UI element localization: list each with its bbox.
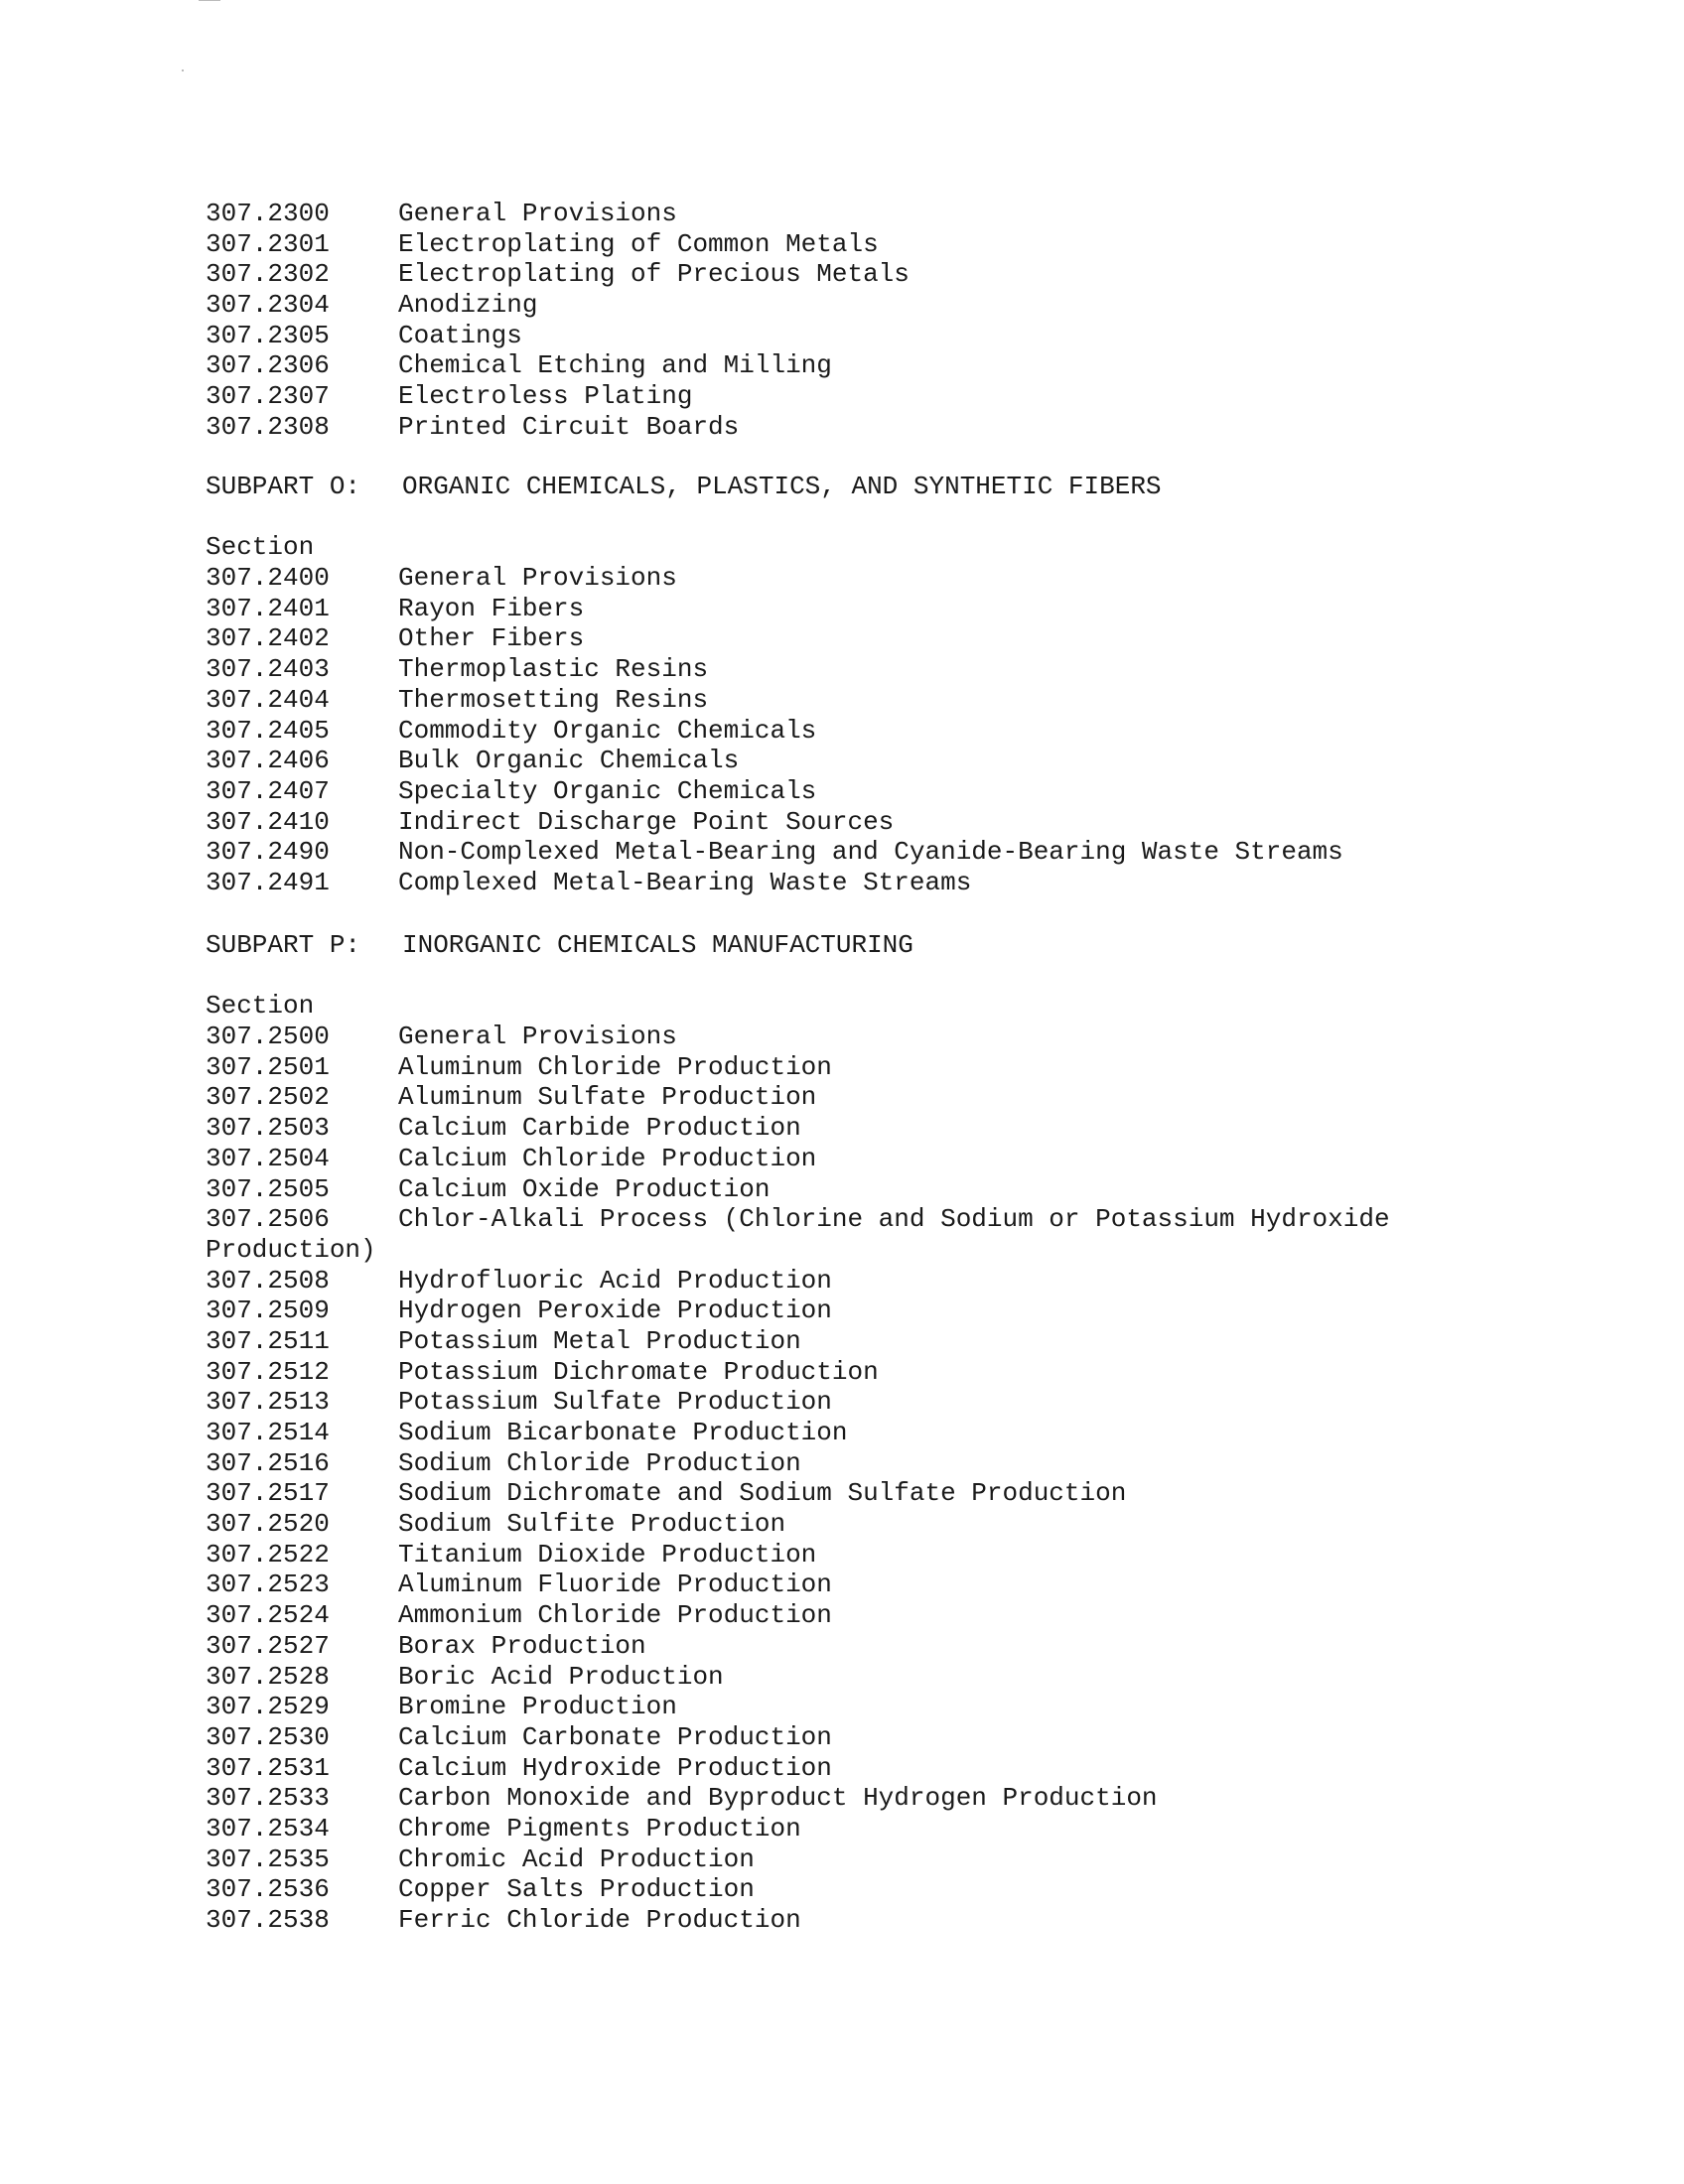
section-title: General Provisions xyxy=(398,563,677,594)
subpart-title: INORGANIC CHEMICALS MANUFACTURING xyxy=(402,930,913,960)
scan-speck xyxy=(182,69,184,71)
section-entry xyxy=(206,1874,1576,1905)
section-title: Calcium Chloride Production xyxy=(398,1143,817,1173)
section-title: Sodium Dichromate and Sodium Sulfate Production xyxy=(398,1478,1127,1509)
section-entry xyxy=(206,1022,1576,1052)
section-entry xyxy=(206,1174,1576,1205)
section-number: 307.2517 xyxy=(206,1478,330,1509)
section-title: Calcium Oxide Production xyxy=(398,1173,771,1204)
section-entry xyxy=(206,1387,1576,1418)
section-number: 307.2302 xyxy=(206,259,330,290)
section-number: 307.2304 xyxy=(206,290,330,321)
section-title-continuation-row xyxy=(206,1235,1576,1266)
section-entry xyxy=(206,1692,1576,1722)
section-title: Calcium Hydroxide Production xyxy=(398,1752,832,1783)
section-number: 307.2301 xyxy=(206,228,330,259)
subpart-block xyxy=(206,472,1576,898)
section-number: 307.2536 xyxy=(206,1874,330,1905)
section-title: Non-Complexed Metal-Bearing and Cyanide-Bearing Waste Streams xyxy=(398,837,1343,868)
section-entry xyxy=(206,1814,1576,1844)
section-entry xyxy=(206,290,1576,321)
section-title: Chromic Acid Production xyxy=(398,1843,755,1874)
section-title: Hydrofluoric Acid Production xyxy=(398,1265,832,1296)
section-number: 307.2308 xyxy=(206,411,330,442)
section-number: 307.2533 xyxy=(206,1783,330,1814)
section-entry xyxy=(206,350,1576,381)
subpart-heading xyxy=(206,930,1576,961)
section-title: Complexed Metal-Bearing Waste Streams xyxy=(398,867,972,897)
section-title-continuation: Production) xyxy=(206,1234,376,1265)
section-number: 307.2403 xyxy=(206,654,330,685)
section-title: Borax Production xyxy=(398,1630,646,1661)
section-number: 307.2522 xyxy=(206,1539,330,1570)
section-entry xyxy=(206,259,1576,290)
section-number: 307.2502 xyxy=(206,1082,330,1113)
section-number: 307.2401 xyxy=(206,593,330,623)
section-number: 307.2405 xyxy=(206,715,330,746)
section-title: Other Fibers xyxy=(398,623,585,654)
section-number: 307.2538 xyxy=(206,1905,330,1935)
section-number: 307.2513 xyxy=(206,1387,330,1418)
section-number: 307.2506 xyxy=(206,1204,330,1235)
section-number: 307.2307 xyxy=(206,381,330,412)
section-title: Coatings xyxy=(398,320,522,350)
section-title: Thermosetting Resins xyxy=(398,684,709,715)
section-entry xyxy=(206,1448,1576,1479)
section-title: Commodity Organic Chemicals xyxy=(398,715,817,746)
section-entry xyxy=(206,1662,1576,1693)
section-entry xyxy=(206,1326,1576,1357)
section-entry xyxy=(206,199,1576,229)
section-title: Sodium Sulfite Production xyxy=(398,1509,786,1540)
section-entry xyxy=(206,381,1576,412)
section-number: 307.2505 xyxy=(206,1173,330,1204)
section-entry xyxy=(206,229,1576,260)
section-number: 307.2300 xyxy=(206,199,330,228)
section-title: Electroplating of Precious Metals xyxy=(398,259,910,290)
section-entry xyxy=(206,1722,1576,1753)
section-entry xyxy=(206,1082,1576,1113)
section-entry xyxy=(206,1570,1576,1600)
section-number: 307.2514 xyxy=(206,1418,330,1447)
section-entry xyxy=(206,716,1576,747)
section-title: Bromine Production xyxy=(398,1692,677,1722)
section-entry xyxy=(206,1478,1576,1509)
section-title: Ferric Chloride Production xyxy=(398,1905,801,1935)
section-title: Chlor-Alkali Process (Chlorine and Sodium or Potassium Hydroxide xyxy=(398,1204,1390,1235)
section-title: Boric Acid Production xyxy=(398,1661,724,1692)
section-number: 307.2410 xyxy=(206,806,330,837)
blank-line xyxy=(206,502,1576,533)
blank-line xyxy=(206,961,1576,992)
section-title: Titanium Dioxide Production xyxy=(398,1539,817,1570)
section-number: 307.2524 xyxy=(206,1600,330,1631)
section-number: 307.2516 xyxy=(206,1447,330,1478)
section-number: 307.2534 xyxy=(206,1813,330,1843)
section-title: Chemical Etching and Milling xyxy=(398,350,832,381)
section-title: Chrome Pigments Production xyxy=(398,1813,801,1843)
section-entry xyxy=(206,868,1576,898)
section-title: General Provisions xyxy=(398,1022,677,1052)
section-number: 307.2406 xyxy=(206,746,330,776)
section-title: Copper Salts Production xyxy=(398,1874,755,1905)
section-entry xyxy=(206,1600,1576,1631)
section-entry xyxy=(206,1905,1576,1936)
section-number: 307.2305 xyxy=(206,320,330,350)
section-entry xyxy=(206,837,1576,868)
section-title: Calcium Carbide Production xyxy=(398,1113,801,1144)
section-entry xyxy=(206,1540,1576,1570)
section-entry xyxy=(206,594,1576,624)
section-number: 307.2490 xyxy=(206,837,330,868)
subpart-title: ORGANIC CHEMICALS, PLASTICS, AND SYNTHETIC FIBERS xyxy=(402,472,1162,501)
section-title: Sodium Bicarbonate Production xyxy=(398,1418,848,1447)
section-number: 307.2520 xyxy=(206,1509,330,1540)
section-label: Section xyxy=(206,532,315,563)
section-number: 307.2531 xyxy=(206,1752,330,1783)
section-title: Carbon Monoxide and Byproduct Hydrogen Production xyxy=(398,1783,1158,1814)
section-title: Hydrogen Peroxide Production xyxy=(398,1296,832,1326)
section-title: Rayon Fibers xyxy=(398,593,585,623)
section-number: 307.2508 xyxy=(206,1265,330,1296)
section-number: 307.2528 xyxy=(206,1661,330,1692)
section-number: 307.2523 xyxy=(206,1570,330,1600)
section-entry xyxy=(206,1631,1576,1662)
section-title: General Provisions xyxy=(398,199,677,228)
section-entry xyxy=(206,685,1576,716)
section-title: Printed Circuit Boards xyxy=(398,411,740,442)
section-number: 307.2511 xyxy=(206,1325,330,1356)
subpart-heading xyxy=(206,472,1576,502)
section-title: Calcium Carbonate Production xyxy=(398,1721,832,1752)
section-entry xyxy=(206,807,1576,838)
section-entry xyxy=(206,1052,1576,1083)
section-number: 307.2407 xyxy=(206,775,330,806)
subpart-block xyxy=(206,930,1576,1936)
section-number: 307.2530 xyxy=(206,1721,330,1752)
section-number: 307.2501 xyxy=(206,1051,330,1082)
section-entry xyxy=(206,563,1576,594)
section-entry xyxy=(206,1296,1576,1326)
section-title: Potassium Metal Production xyxy=(398,1325,801,1356)
section-number: 307.2500 xyxy=(206,1022,330,1052)
section-entry xyxy=(206,776,1576,807)
section-number: 307.2509 xyxy=(206,1296,330,1326)
section-entry xyxy=(206,1113,1576,1144)
section-number: 307.2512 xyxy=(206,1356,330,1387)
section-label-row xyxy=(206,991,1576,1022)
section-number: 307.2400 xyxy=(206,563,330,594)
subpart-label: SUBPART O: xyxy=(206,472,361,501)
section-title: Aluminum Chloride Production xyxy=(398,1051,832,1082)
section-entry xyxy=(206,321,1576,351)
subpart-continued-block xyxy=(206,199,1576,443)
subpart-label: SUBPART P: xyxy=(206,930,361,960)
section-number: 307.2306 xyxy=(206,350,330,381)
section-title: Bulk Organic Chemicals xyxy=(398,746,740,776)
section-entry xyxy=(206,1509,1576,1540)
section-entry xyxy=(206,1357,1576,1388)
section-entry xyxy=(206,654,1576,685)
section-title: Potassium Sulfate Production xyxy=(398,1387,832,1418)
section-entry xyxy=(206,1844,1576,1875)
scan-speck xyxy=(199,0,220,1)
section-title: Electroless Plating xyxy=(398,381,693,412)
section-entry xyxy=(206,1418,1576,1448)
section-title: Indirect Discharge Point Sources xyxy=(398,806,895,837)
section-title: Electroplating of Common Metals xyxy=(398,228,879,259)
section-title: Aluminum Fluoride Production xyxy=(398,1570,832,1600)
section-entry xyxy=(206,1783,1576,1814)
section-title: Anodizing xyxy=(398,290,538,321)
section-number: 307.2529 xyxy=(206,1692,330,1722)
section-number: 307.2504 xyxy=(206,1143,330,1173)
section-label: Section xyxy=(206,991,315,1022)
section-number: 307.2527 xyxy=(206,1630,330,1661)
section-entry xyxy=(206,1204,1576,1235)
section-entry xyxy=(206,746,1576,776)
section-number: 307.2503 xyxy=(206,1113,330,1144)
section-number: 307.2402 xyxy=(206,623,330,654)
section-label-row xyxy=(206,532,1576,563)
section-entry xyxy=(206,1266,1576,1297)
section-title: Ammonium Chloride Production xyxy=(398,1600,832,1631)
section-title: Specialty Organic Chemicals xyxy=(398,775,817,806)
section-entry xyxy=(206,1753,1576,1784)
section-number: 307.2535 xyxy=(206,1843,330,1874)
section-entry xyxy=(206,412,1576,443)
section-entry xyxy=(206,623,1576,654)
section-title: Aluminum Sulfate Production xyxy=(398,1082,817,1113)
section-number: 307.2404 xyxy=(206,684,330,715)
section-entry xyxy=(206,1144,1576,1174)
section-number: 307.2491 xyxy=(206,867,330,897)
section-title: Potassium Dichromate Production xyxy=(398,1356,879,1387)
section-title: Sodium Chloride Production xyxy=(398,1447,801,1478)
section-title: Thermoplastic Resins xyxy=(398,654,709,685)
